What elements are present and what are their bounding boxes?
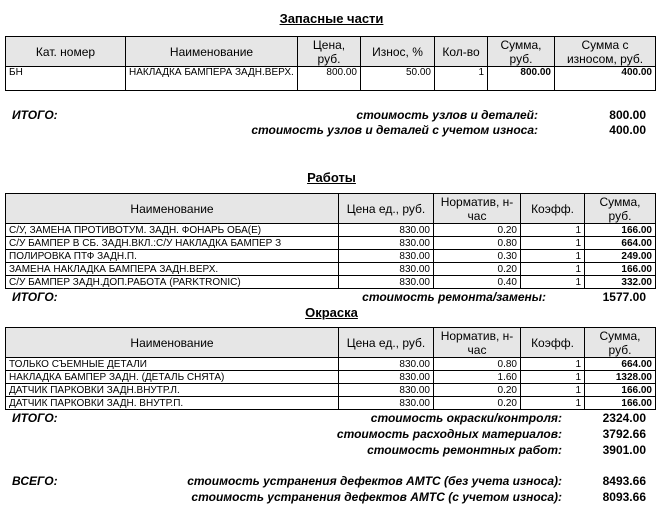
table-row (6, 237, 656, 250)
cell-norm: 1.60 (434, 371, 521, 384)
cell-price: 830.00 (339, 384, 434, 397)
works-header-row (6, 194, 656, 224)
cell-name: НАКЛАДКА БАМПЕРА ЗАДН.ВЕРХ. (126, 67, 298, 91)
cell-coef: 1 (521, 250, 585, 263)
table-row (6, 276, 656, 289)
cell-norm: 0.40 (434, 276, 521, 289)
cell-price: 800.00 (298, 67, 361, 91)
parts-section-title: Запасные части (279, 11, 384, 26)
cell-wear: 50.00 (361, 67, 435, 91)
works-section-title: Работы (307, 170, 356, 185)
table-row (6, 358, 656, 371)
paint-total1-label: стоимость окраски/контроля: (370, 411, 562, 425)
col-qty: Кол-во (435, 37, 488, 67)
cell-qty: 1 (435, 67, 488, 91)
table-row (6, 397, 656, 410)
cell-price: 830.00 (339, 358, 434, 371)
cell-sum: 166.00 (585, 224, 656, 237)
cell-price: 830.00 (339, 397, 434, 410)
parts-header-row (6, 37, 656, 67)
cell-norm: 0.20 (434, 224, 521, 237)
paint-total-label: ИТОГО: (12, 411, 58, 425)
cell-norm: 0.20 (434, 397, 521, 410)
paint-total2-value: 3792.66 (602, 427, 646, 441)
parts-total2-value: 400.00 (609, 123, 646, 137)
cell-sum: 166.00 (585, 384, 656, 397)
grand-line1-value: 8493.66 (602, 474, 646, 488)
cell-price: 830.00 (339, 224, 434, 237)
works-table (5, 193, 656, 289)
paint-total3-value: 3901.00 (602, 443, 646, 457)
parts-total1-value: 800.00 (609, 108, 646, 122)
grand-line1-label: стоимость устранения дефектов АМТС (без учета износа): (187, 474, 562, 488)
table-row (6, 67, 656, 91)
col-cat-number: Кат. номер (6, 37, 126, 67)
cell-coef: 1 (521, 276, 585, 289)
col-coef: Коэфф. (521, 328, 585, 358)
cell-coef: 1 (521, 358, 585, 371)
col-sum: Сумма, руб. (488, 37, 555, 67)
cell-name: НАКЛАДКА БАМПЕР ЗАДН. (ДЕТАЛЬ СНЯТА) (6, 371, 339, 384)
works-total-label: ИТОГО: (12, 290, 58, 304)
col-sum: Сумма, руб. (585, 194, 656, 224)
cell-name: ПОЛИРОВКА ПТФ ЗАДН.П. (6, 250, 339, 263)
cell-price: 830.00 (339, 237, 434, 250)
paint-total2-label: стоимость расходных материалов: (336, 427, 562, 441)
cell-sum-wear: 400.00 (555, 67, 656, 91)
table-row (6, 384, 656, 397)
grand-line2-label: стоимость устранения дефектов АМТС (с учетом износа): (191, 490, 562, 504)
cell-coef: 1 (521, 397, 585, 410)
col-name: Наименование (6, 328, 339, 358)
cell-sum: 249.00 (585, 250, 656, 263)
table-row (6, 371, 656, 384)
cell-name: ДАТЧИК ПАРКОВКИ ЗАДН. ВНУТР.П. (6, 397, 339, 410)
cell-norm: 0.20 (434, 384, 521, 397)
cell-sum: 664.00 (585, 358, 656, 371)
col-name: Наименование (6, 194, 339, 224)
cell-cat: БН (6, 67, 126, 91)
works-total1-value: 1577.00 (602, 290, 646, 304)
cell-norm: 0.20 (434, 263, 521, 276)
col-price: Цена, руб. (298, 37, 361, 67)
cell-name: С/У БАМПЕР В СБ. ЗАДН.ВКЛ.:С/У НАКЛАДКА БАМПЕР З (6, 237, 339, 250)
cell-norm: 0.80 (434, 358, 521, 371)
cell-coef: 1 (521, 371, 585, 384)
cell-sum: 664.00 (585, 237, 656, 250)
cell-name: ДАТЧИК ПАРКОВКИ ЗАДН.ВНУТР.Л. (6, 384, 339, 397)
cell-price: 830.00 (339, 371, 434, 384)
paint-total1-value: 2324.00 (602, 411, 646, 425)
cell-norm: 0.30 (434, 250, 521, 263)
cell-sum: 166.00 (585, 397, 656, 410)
cell-sum: 166.00 (585, 263, 656, 276)
grand-line2-value: 8093.66 (602, 490, 646, 504)
col-norm: Норматив, н-час (434, 328, 521, 358)
col-unit-price: Цена ед., руб. (339, 194, 434, 224)
table-row (6, 263, 656, 276)
col-unit-price: Цена ед., руб. (339, 328, 434, 358)
cell-coef: 1 (521, 224, 585, 237)
cell-coef: 1 (521, 263, 585, 276)
table-row (6, 224, 656, 237)
cell-sum: 332.00 (585, 276, 656, 289)
table-row (6, 250, 656, 263)
col-sum-wear: Сумма с износом, руб. (555, 37, 656, 67)
parts-total-label: ИТОГО: (12, 108, 58, 122)
cell-name: ЗАМЕНА НАКЛАДКА БАМПЕРА ЗАДН.ВЕРХ. (6, 263, 339, 276)
cell-price: 830.00 (339, 250, 434, 263)
col-name: Наименование (126, 37, 298, 67)
cell-price: 830.00 (339, 263, 434, 276)
paint-header-row (6, 328, 656, 358)
cell-name: ТОЛЬКО СЪЕМНЫЕ ДЕТАЛИ (6, 358, 339, 371)
works-total1-label: стоимость ремонта/замены: (362, 290, 546, 304)
cell-norm: 0.80 (434, 237, 521, 250)
col-norm: Норматив, н-час (434, 194, 521, 224)
cell-sum: 1328.00 (585, 371, 656, 384)
parts-table (5, 36, 656, 91)
parts-total2-label: стоимость узлов и деталей с учетом износа: (251, 123, 538, 137)
paint-table (5, 327, 656, 410)
col-coef: Коэфф. (521, 194, 585, 224)
cell-coef: 1 (521, 384, 585, 397)
paint-total3-label: стоимость ремонтных работ: (367, 443, 562, 457)
col-sum: Сумма, руб. (585, 328, 656, 358)
paint-section-title: Окраска (305, 305, 358, 320)
cell-coef: 1 (521, 237, 585, 250)
col-wear: Износ, % (361, 37, 435, 67)
cell-name: С/У, ЗАМЕНА ПРОТИВОТУМ. ЗАДН. ФОНАРЬ ОБА(Е) (6, 224, 339, 237)
cell-name: С/У БАМПЕР ЗАДН.ДОП.РАБОТА (PARKTRONIC) (6, 276, 339, 289)
grand-total-label: ВСЕГО: (12, 474, 58, 488)
cell-price: 830.00 (339, 276, 434, 289)
parts-total1-label: стоимость узлов и деталей: (356, 108, 538, 122)
cell-sum: 800.00 (488, 67, 555, 91)
